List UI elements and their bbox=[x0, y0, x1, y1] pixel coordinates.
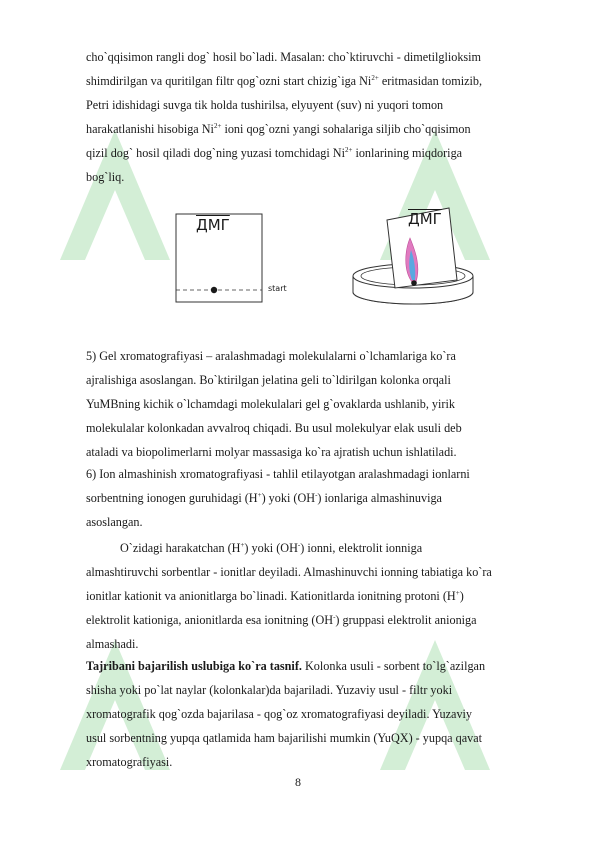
text-line: harakatlanishi hisobiga $Ni^{2+}$ ioni qog`ozni yangi sohalariga siljib cho`qqisimon bbox=[86, 121, 471, 136]
text-line: YuMBning kichik o`lchamdagi molekulalari gel g`ovaklarda ushlanib, yirik bbox=[86, 397, 455, 411]
paragraph-method-classification bbox=[86, 654, 554, 774]
text-line: sorbentning ionogen guruhidagi (H+) yoki (OH-) ionlariga almashinuviga bbox=[86, 490, 442, 505]
text-line: ataladi va biopolimerlarni molyar massasiga ko`ra ajratish uchun ishlatiladi. bbox=[86, 445, 457, 459]
text-line: 5) Gel xromatografiyasi – aralashmadagi molekulalarni o`lchamlariga ko`ra bbox=[86, 349, 456, 363]
figure-filter-paper-start bbox=[170, 210, 310, 310]
paragraph-ionites bbox=[86, 536, 554, 656]
text-line: bog`liq. bbox=[86, 170, 125, 184]
text-line: usul sorbentning yupqa qatlamida ham bajarilishi mumkin (YuQX) - yupqa qavat bbox=[86, 731, 483, 745]
paragraph-nickel-example bbox=[86, 45, 554, 189]
figure-label-dmg-right: ДМГ bbox=[408, 210, 442, 228]
text-line: almashtiruvchi sorbentlar - ionitlar deyiladi. Almashinuvchi ionning tabiatiga ko`ra bbox=[86, 565, 492, 579]
page-number: 8 bbox=[295, 775, 301, 789]
text-line: almashadi. bbox=[86, 637, 139, 651]
text-line: xromatografik qog`ozda bajarilasa - qog`oz xromatografiyasi deyiladi. Yuzaviy bbox=[86, 707, 473, 721]
text-line: molekulalar kolonkadan avvalroq chiqadi. Bu usul molekulyar elak usuli deb bbox=[86, 421, 462, 435]
text-line: cho`qqisimon rangli dog` hosil bo`ladi. Masalan: cho`ktiruvchi - dimetilglioksim bbox=[86, 50, 482, 64]
figure-label-dmg-left: ДМГ bbox=[196, 216, 230, 234]
text-line: shimdirilgan va quritilgan filtr qog`ozni start chizig`iga $Ni^{2+}$ eritmasidan tomizib, bbox=[86, 73, 483, 88]
text-line: Tajribani bajarilish uslubiga ko`ra tasnif. Kolonka usuli - sorbent to`lg`azilgan bbox=[86, 659, 486, 673]
text-line: elektrolit kationiga, anionitlarda esa ionitning (OH-) gruppasi elektrolit anioniga bbox=[86, 612, 477, 627]
text-line: O`zidagi harakatchan (H+) yoki (OH-) ionni, elektrolit ionniga bbox=[120, 540, 423, 555]
text-line: ajralishiga asoslangan. Bo`ktirilgan jelatina geli to`ldirilgan kolonka orqali bbox=[86, 373, 451, 387]
section-heading: Tajribani bajarilish uslubiga ko`ra tasnif. bbox=[86, 659, 302, 673]
paragraph-ion-exchange bbox=[86, 462, 554, 534]
text-line: xromatografiyasi. bbox=[86, 755, 173, 769]
text-line: asoslangan. bbox=[86, 515, 143, 529]
paragraph-gel-chromatography bbox=[86, 344, 554, 464]
text-line: qizil dog` hosil qiladi dog`ning yuzasi tomchidagi $Ni^{2+}$ ionlarining miqdoriga bbox=[86, 145, 463, 160]
text-line: 6) Ion almashinish xromatografiyasi - tahlil etilayotgan aralashmadagi ionlarni bbox=[86, 467, 470, 481]
figure-label-start: start bbox=[268, 284, 287, 293]
text-line: ionitlar kationit va anionitlarga bo`linadi. Kationitlarda ionitning protoni (H+) bbox=[86, 588, 464, 603]
text-line: shisha yoki po`lat naylar (kolonkalar)da bajariladi. Yuzaviy usul - filtr yoki bbox=[86, 683, 453, 697]
text-line: Petri idishidagi suvga tik holda tushirilsa, elyuyent (suv) ni yuqori tomon bbox=[86, 98, 444, 112]
